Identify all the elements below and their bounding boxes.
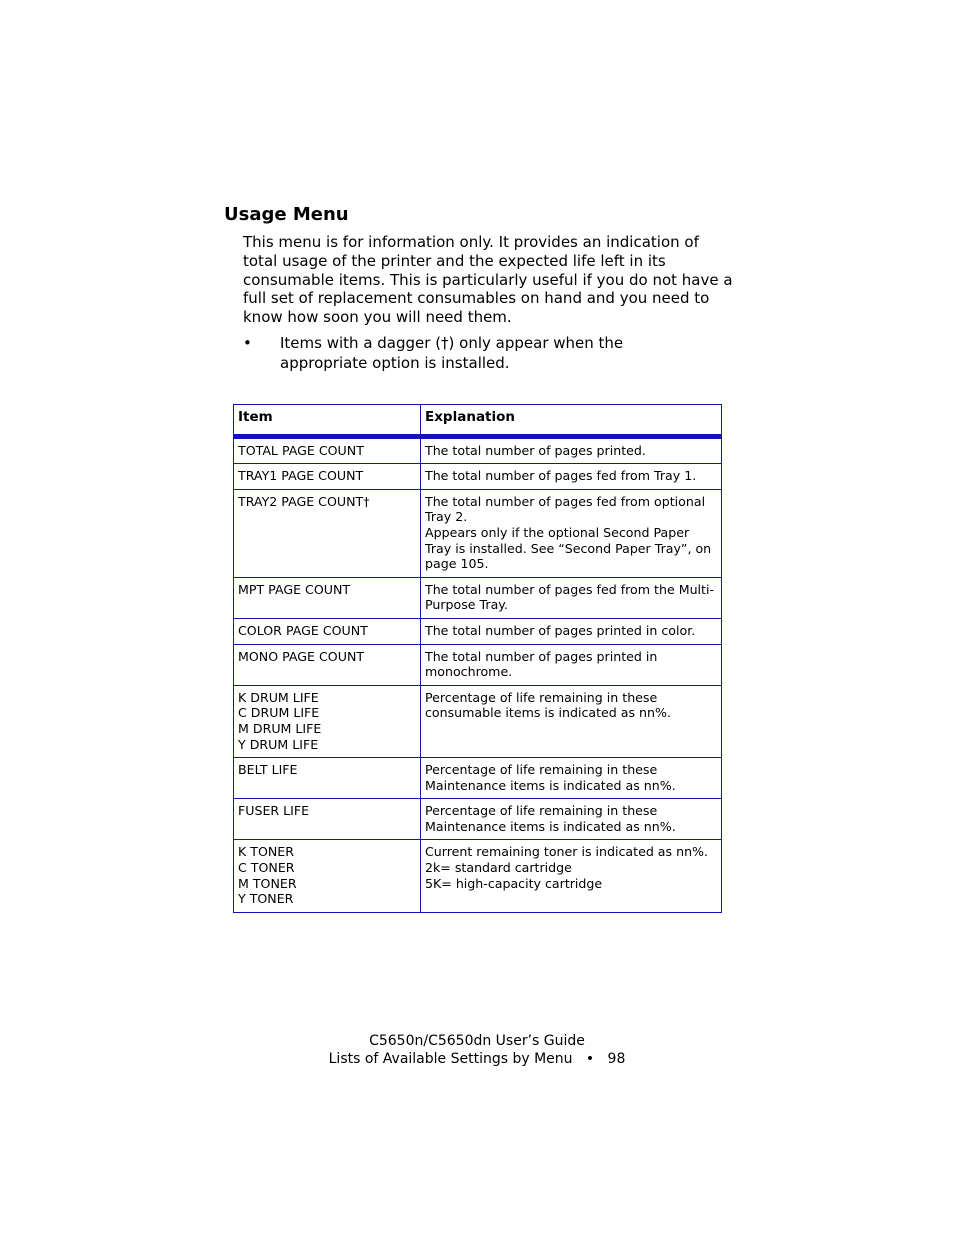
footer-guide-title: C5650n/C5650dn User’s Guide: [369, 1033, 585, 1049]
section-heading: Usage Menu: [224, 204, 349, 225]
row-explanation: Percentage of life remaining in these consumable items is indicated as nn%.: [421, 685, 722, 757]
row-explanation: The total number of pages fed from the Multi-Purpose Tray.: [421, 577, 722, 618]
table-row: [234, 464, 722, 490]
table-row: [234, 840, 722, 912]
row-item: BELT LIFE: [234, 758, 421, 799]
row-explanation: The total number of pages printed in color.: [421, 618, 722, 644]
row-item: TRAY1 PAGE COUNT: [234, 464, 421, 490]
row-item: K DRUM LIFE C DRUM LIFE M DRUM LIFE Y DRUM LIFE: [234, 685, 421, 757]
page-footer: [0, 1033, 954, 1068]
row-explanation: Percentage of life remaining in these Maintenance items is indicated as nn%.: [421, 799, 722, 840]
row-item: TRAY2 PAGE COUNT†: [234, 489, 421, 577]
row-explanation: Current remaining toner is indicated as nn%. 2k= standard cartridge 5K= high-capacity cartridge: [421, 840, 722, 912]
row-explanation: The total number of pages fed from Tray 1.: [421, 464, 722, 490]
row-item: COLOR PAGE COUNT: [234, 618, 421, 644]
table-row: [234, 577, 722, 618]
row-explanation: The total number of pages printed in monochrome.: [421, 644, 722, 685]
row-item: FUSER LIFE: [234, 799, 421, 840]
table-row: [234, 618, 722, 644]
table-header-row: [234, 405, 722, 437]
table-row: [234, 436, 722, 464]
row-item: K TONER C TONER M TONER Y TONER: [234, 840, 421, 912]
bullet-icon: •: [243, 334, 252, 352]
table-row: [234, 685, 722, 757]
row-item: TOTAL PAGE COUNT: [234, 436, 421, 464]
row-item: MPT PAGE COUNT: [234, 577, 421, 618]
page-number: 98: [607, 1050, 626, 1067]
table-row: [234, 758, 722, 799]
header-explanation: Explanation: [421, 405, 722, 437]
table-row: [234, 644, 722, 685]
intro-paragraph: This menu is for information only. It provides an indication of total usage of the printer and the expected life left in its consumable items. This is particularly useful if you do not have a full set of replacement consumables on hand and you need to know how soon you will need them.: [243, 233, 733, 327]
row-explanation: The total number of pages printed.: [421, 436, 722, 464]
row-explanation: The total number of pages fed from optional Tray 2. Appears only if the optional Second Paper Tray is installed. See “Second Paper Tray”, on page 105.: [421, 489, 722, 577]
table-row: [234, 489, 722, 577]
footer-chapter: Lists of Available Settings by Menu: [328, 1050, 573, 1067]
footer-chapter-line: [0, 1051, 954, 1069]
footer-separator: •: [585, 1050, 595, 1067]
row-item: MONO PAGE COUNT: [234, 644, 421, 685]
row-explanation: Percentage of life remaining in these Maintenance items is indicated as nn%.: [421, 758, 722, 799]
usage-table: [233, 404, 722, 913]
table-row: [234, 799, 722, 840]
dagger-note-text: Items with a dagger (†) only appear when the appropriate option is installed.: [280, 334, 624, 372]
header-item: Item: [234, 405, 421, 437]
